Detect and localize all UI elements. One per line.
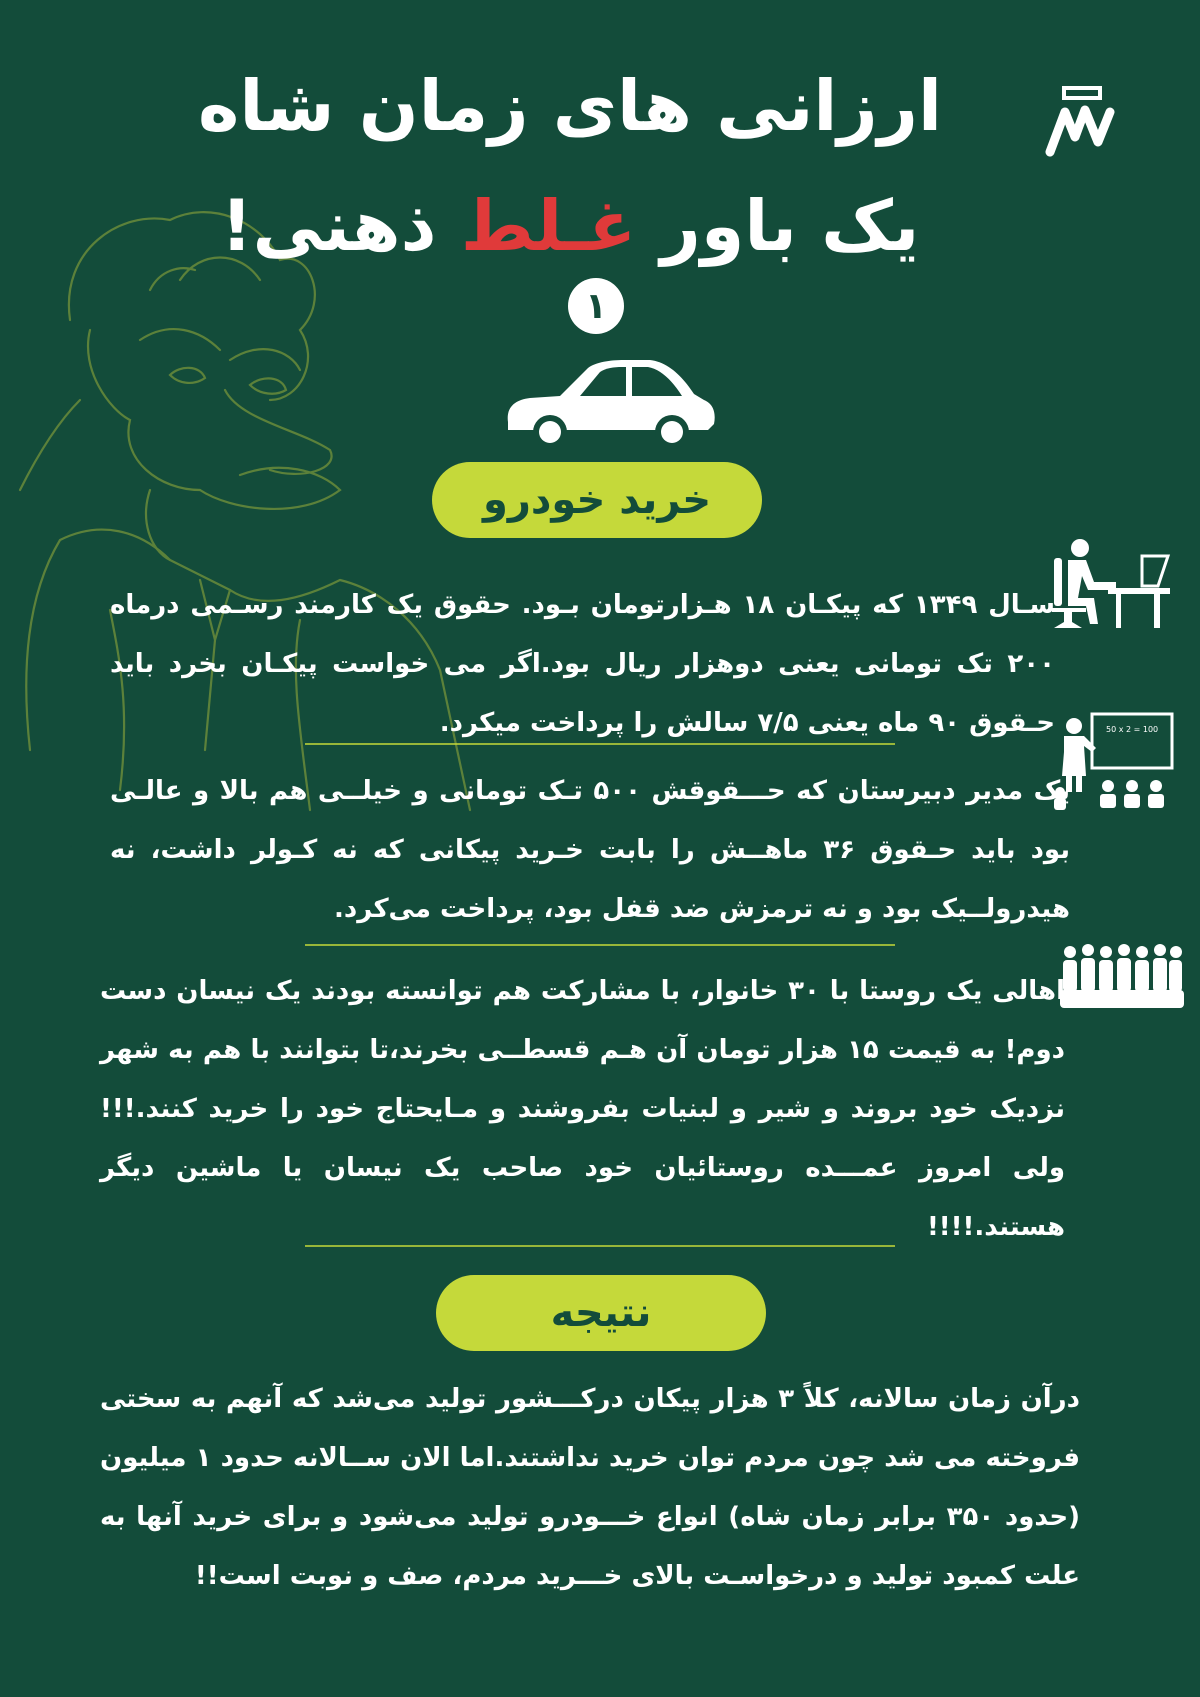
divider bbox=[305, 743, 895, 745]
paragraph-village: اهالی یک روستا با ۳۰ خانوار، با مشارکت هم توانسته بودند یک نیسان دست دوم! به قیمت ۱۵ هزار تومان آن هـم قسطــی بخرند،تا بتوانند با هم به شهر نزدیک خود بروند و شیر و لبنیات بفروشند و مـایحتاج خود را خرید کنند.!!! ولی امروز عمـــده روستائیان خود صاحب یک نیسان یا ماشین دیگر هستند.!!!! bbox=[100, 976, 1065, 1242]
section-heading-pill: خرید خودرو bbox=[432, 462, 762, 538]
office-worker-desk-icon bbox=[1046, 538, 1174, 630]
paragraph-employee: سـال ۱۳۴۹ که پیکـان ۱۸ هـزارتومان بـود. حقوق یک کارمند رسـمی درماه ۲۰۰ تک تومانی یعنی دوهزار ریال بود.اگر می خواست پیکـان بخرد باید حـقوق ۹۰ ماه یعنی ۷/۵ سالش را پرداخت میکرد. bbox=[110, 590, 1055, 738]
title-part1: یک باور bbox=[660, 185, 920, 267]
part-number-badge: ۱ bbox=[568, 278, 624, 334]
crowd-people-icon bbox=[1060, 942, 1184, 1012]
title-accent: غـلط bbox=[460, 185, 637, 267]
brand-logo-icon bbox=[1040, 82, 1120, 162]
paragraph-principal: یک مدیر دبیرستان که حـــقوقش ۵۰۰ تـک تومانی و خیلــی هم بالا و عالـی بود باید حـقوق ۳۶ ماهــش را بابت خـرید پیکانی که نه کـولر داشت، نه هیدرولــیک بود و نه ترمزش ضد قفل بود، پرداخت می‌کرد. bbox=[110, 776, 1070, 924]
page-title-line2 bbox=[150, 178, 990, 274]
car-icon bbox=[500, 350, 720, 450]
svg-text:50 x 2 = 100: 50 x 2 = 100 bbox=[1106, 725, 1159, 734]
divider bbox=[305, 1245, 895, 1247]
teacher-classroom-icon bbox=[1052, 712, 1174, 812]
paragraph-conclusion: درآن زمان سالانه، کلاً ۳ هزار پیکان درکـــشور تولید می‌شد که آنهم به سختی فروخته می شد چون مردم توان خرید نداشتند.اما الان ســالانه حدود ۱ میلیون (حدود ۳۵۰ برابر زمان شاه) انواع خـــودرو تولید می‌شود و برای خرید آنها به علت کمبود تولید و درخواسـت بالای خـــرید مردم، صف و نوبت است!! bbox=[100, 1384, 1081, 1591]
conclusion-heading-pill: نتیجه bbox=[436, 1275, 766, 1351]
page-title-line1: ارزانی های زمان شاه bbox=[198, 65, 942, 147]
title-part2: ذهنی! bbox=[220, 185, 437, 267]
divider bbox=[305, 944, 895, 946]
